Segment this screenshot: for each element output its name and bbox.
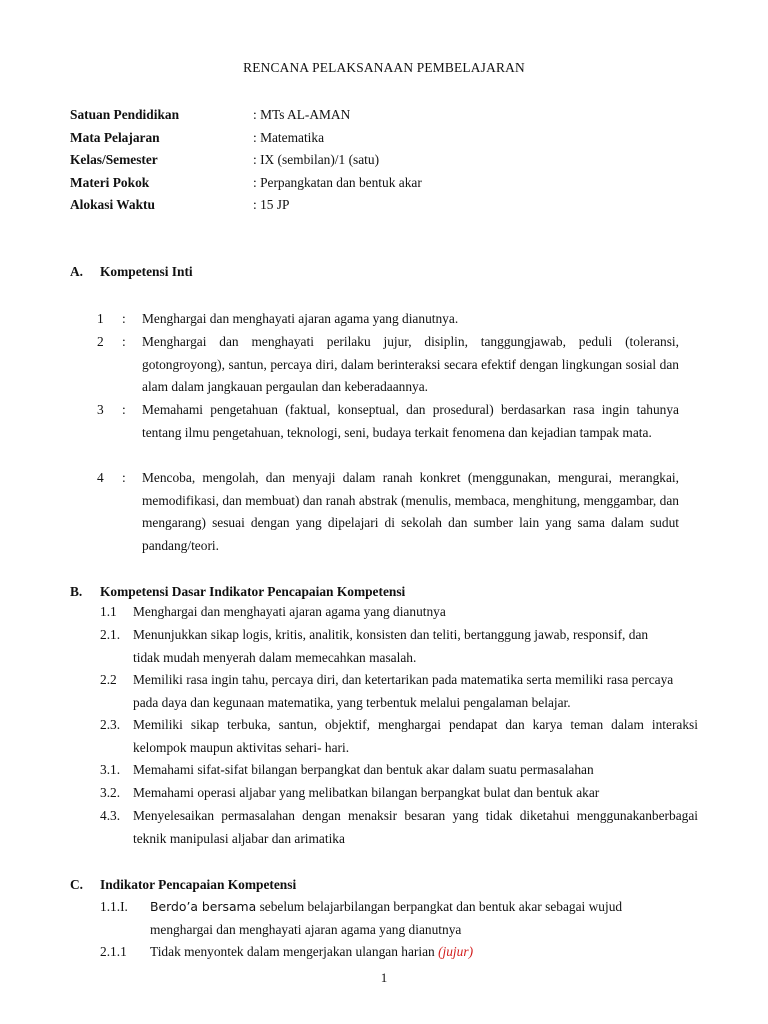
kd-text: Menyelesaikan permasalahan dengan menaksir besaran yang tidak diketahui menggunakanberbagai teknik manipulasi aljabar dan arimatika — [133, 808, 698, 846]
info-label: Alokasi Waktu — [70, 197, 155, 213]
identity-table — [70, 107, 422, 220]
ki-number: 1 — [97, 311, 104, 326]
info-label: Mata Pelajaran — [70, 129, 160, 145]
info-row-mapel — [70, 130, 422, 153]
kd-number: 2.3. — [100, 717, 121, 732]
kd-number: 2.2 — [100, 672, 117, 687]
ki-colon: : — [122, 402, 126, 417]
ki-colon: : — [122, 334, 126, 349]
kd-text: Memahami sifat-sifat bilangan berpangkat dan bentuk akar dalam suatu permasalahan — [133, 762, 594, 777]
section-letter: B. — [70, 584, 83, 599]
section-b-heading — [70, 584, 405, 600]
ki-number: 4 — [97, 470, 104, 485]
ki-text: Menghargai dan menghayati perilaku jujur, disiplin, tanggungjawab, peduli (toleransi, gotongroyong), santun, percaya diri, dalam berinteraksi secara efektif dengan lingkungan sosial dan alam dalam jangkauan pergaulan dan keberadaannya. — [142, 334, 679, 395]
ki-item-3 — [97, 399, 679, 444]
info-value: : 15 JP — [253, 197, 290, 213]
indicator-text — [150, 941, 698, 964]
indicator-item-1-1-i — [100, 896, 670, 941]
kd-text: Menunjukkan sikap logis, kritis, analitik, konsisten dan teliti, bertanggung jawab, responsif, dan tidak mudah menyerah dalam memecahkan masalah. — [133, 627, 649, 665]
info-row-materi — [70, 175, 422, 198]
indicator-number: 2.1.1 — [100, 944, 127, 959]
info-value: : IX (sembilan)/1 (satu) — [253, 152, 380, 168]
kd-number: 1.1 — [100, 604, 117, 619]
section-title: Kompetensi Dasar Indikator Pencapaian Kompetensi — [100, 584, 406, 599]
ki-item-4 — [97, 467, 679, 557]
kd-number: 3.1. — [100, 762, 121, 777]
info-row-kelas — [70, 152, 422, 175]
section-letter: C. — [70, 877, 84, 892]
ki-text: Menghargai dan menghayati ajaran agama yang dianutnya. — [142, 311, 459, 326]
info-label: Satuan Pendidikan — [70, 107, 180, 122]
indicator-body: sebelum belajarbilangan berpangkat dan bentuk akar sebagai wujud menghargai dan menghayati ajaran agama yang dianutnya — [150, 899, 623, 937]
info-value: : Matematika — [253, 129, 325, 145]
section-letter: A. — [70, 264, 84, 279]
indicator-body: Tidak menyontek dalam mengerjakan ulangan harian — [150, 944, 439, 959]
page-number: 1 — [380, 970, 388, 985]
indicator-text — [150, 896, 670, 941]
ki-number: 3 — [97, 402, 104, 417]
info-row-alokasi — [70, 197, 422, 220]
kd-text: Memiliki rasa ingin tahu, percaya diri, dan ketertarikan pada matematika serta memiliki rasa percaya pada daya dan kegunaan matematika, yang terbentuk melalui pengalaman belajar. — [133, 672, 674, 710]
kd-text: Memahami operasi aljabar yang melibatkan bilangan berpangkat bulat dan bentuk akar — [133, 785, 600, 800]
ki-text: Memahami pengetahuan (faktual, konseptual, dan prosedural) berdasarkan rasa ingin tahunya tentang ilmu pengetahuan, teknologi, seni, budaya terkait fenomena dan kejadian tampak mata. — [142, 402, 679, 440]
info-label: Kelas/Semester — [70, 152, 158, 168]
kd-item-1-1 — [100, 601, 698, 624]
info-value: : MTs AL-AMAN — [253, 107, 351, 122]
indicator-lead: Berdo’a bersama — [150, 899, 257, 914]
indicator-number: 1.1.I. — [100, 899, 128, 914]
section-title: Kompetensi Inti — [100, 264, 193, 279]
kd-item-2-1 — [100, 624, 660, 669]
section-c-heading — [70, 877, 296, 893]
kd-item-2-3 — [100, 714, 698, 759]
info-label: Materi Pokok — [70, 174, 150, 190]
ki-text: Mencoba, mengolah, dan menyaji dalam ranah konkret (menggunakan, mengurai, merangkai, memodifikasi, dan membuat) dan ranah abstrak (menulis, membaca, menghitung, menggambar, dan mengarang) sesuai dengan yang dipelajari di sekolah dan sumber lain yang sama dalam sudut pandang/teori. — [142, 470, 679, 553]
kd-number: 2.1. — [100, 627, 121, 642]
kd-item-4-3 — [100, 805, 698, 850]
character-tag: (jujur) — [438, 944, 474, 959]
document-title: RENCANA PELAKSANAAN PEMBELAJARAN — [243, 60, 525, 75]
kd-number: 4.3. — [100, 808, 121, 823]
ki-item-1 — [97, 308, 679, 331]
section-a-heading — [70, 264, 193, 280]
ki-number: 2 — [97, 334, 104, 349]
kd-item-2-2 — [100, 669, 696, 714]
kd-text: Menghargai dan menghayati ajaran agama yang dianutnya — [133, 604, 446, 619]
ki-colon: : — [122, 470, 126, 485]
kd-item-3-1 — [100, 759, 698, 782]
kd-text: Memiliki sikap terbuka, santun, objektif, menghargai pendapat dan karya teman dalam interaksi kelompok maupun aktivitas sehari- hari. — [133, 717, 698, 755]
kd-number: 3.2. — [100, 785, 121, 800]
info-row-satuan — [70, 107, 422, 130]
ki-item-2 — [97, 331, 679, 399]
info-value: : Perpangkatan dan bentuk akar — [253, 174, 422, 190]
kd-item-3-2 — [100, 782, 698, 805]
ki-colon: : — [122, 311, 126, 326]
indicator-item-2-1-1 — [100, 941, 698, 964]
section-title: Indikator Pencapaian Kompetensi — [100, 877, 297, 892]
